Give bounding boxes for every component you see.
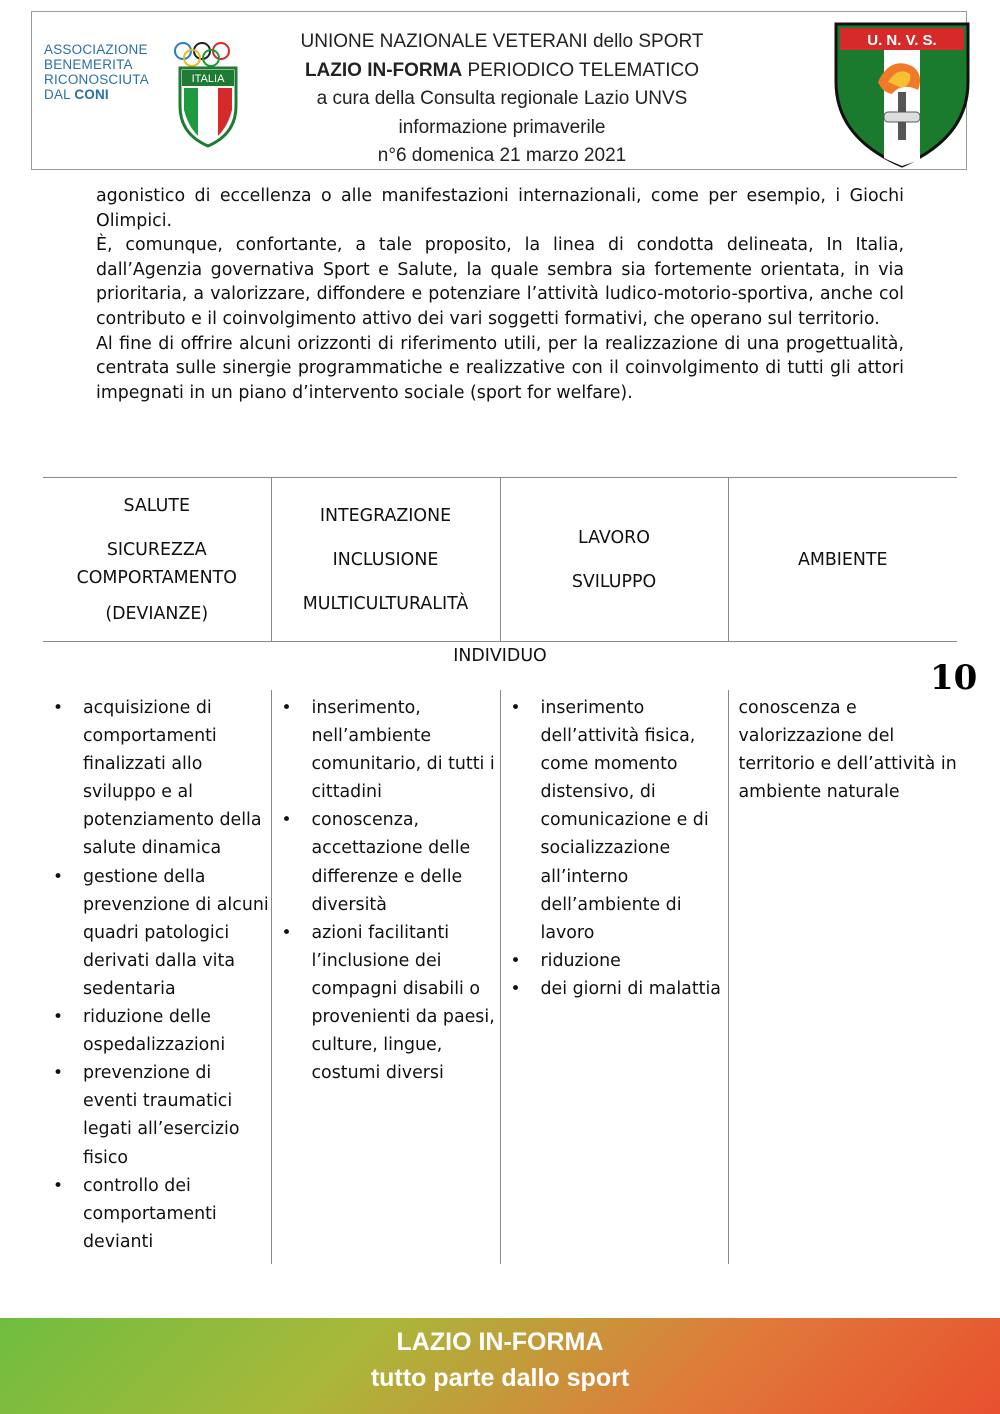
assoc-line: RICONOSCIUTA: [44, 72, 149, 87]
page-header: [31, 11, 967, 170]
assoc-line: BENEMERITA: [44, 57, 133, 72]
table-content-row: [43, 690, 957, 1264]
unvs-label: U. N. V. S.: [867, 32, 937, 49]
col-integrazione: [271, 690, 500, 1264]
page-footer: [0, 1318, 1000, 1414]
list-item: • riduzione: [501, 947, 728, 975]
individuo-row: [43, 642, 957, 691]
intro-paragraph: Al fine di offrire alcuni orizzonti di riferimento utili, per la realizzazione di una progettualità, centrata sulle sinergie programmatiche e realizzative con il coinvolgimento di tutti gli attori impegnati in un piano d’intervento sociale (sport for welfare).: [96, 333, 904, 403]
header-line: UNIONE NAZIONALE VETERANI dello SPORT: [300, 31, 704, 52]
list-item: • gestione della prevenzione di alcuni quadri patologici derivati dalla vita sedentaria: [43, 863, 271, 1003]
italia-shield-icon: [178, 66, 238, 148]
header-title-block: [272, 28, 732, 171]
list-item: • inserimento, nell’ambiente comunitario, di tutti i cittadini: [272, 694, 500, 806]
table-header-row: [43, 478, 957, 642]
footer-title: LAZIO IN-FORMA: [396, 1328, 604, 1356]
list-item: • riduzione delle ospedalizzazioni: [43, 1003, 271, 1059]
italia-label: ITALIA: [191, 73, 225, 85]
intro-text: [96, 184, 904, 405]
header-ambiente: AMBIENTE: [728, 478, 957, 642]
list-item: • inserimento dell’attività fisica, come momento distensivo, di comunicazione e di socializzazione all’interno dell’ambiente di lavoro: [501, 694, 728, 947]
olympic-rings-icon: [172, 42, 254, 68]
list-item: • acquisizione di comportamenti finalizzati allo sviluppo e al potenziamento della salute dinamica: [43, 694, 271, 863]
list-item: • controllo dei comportamenti devianti: [43, 1172, 271, 1256]
list-item: • dei giorni di malattia: [501, 975, 728, 1003]
header-line: informazione primaverile: [398, 116, 606, 138]
assoc-line: DAL CONI: [44, 87, 109, 102]
list-item: • prevenzione di eventi traumatici legati all’esercizio fisico: [43, 1059, 271, 1171]
header-lavoro: LAVORO SVILUPPO: [500, 478, 728, 642]
header-integrazione: INTEGRAZIONE INCLUSIONE MULTICULTURALITÀ: [271, 478, 500, 642]
header-line: LAZIO IN-FORMA PERIODICO TELEMATICO: [304, 59, 700, 81]
header-line-date: n°6 domenica 21 marzo 2021: [377, 145, 627, 166]
unvs-shield-logo-icon: [832, 20, 972, 170]
list-item: • azioni facilitanti l’inclusione dei compagni disabili o provenienti da paesi, culture, lingue, costumi diversi: [272, 919, 500, 1088]
col-ambiente: [728, 690, 957, 1264]
header-salute: SALUTE SICUREZZA COMPORTAMENTO (DEVIANZE): [43, 478, 271, 642]
header-line: a cura della Consulta regionale Lazio UNVS: [316, 88, 688, 109]
coni-label: CONI: [74, 87, 109, 102]
list-item: • conoscenza, accettazione delle differenze e delle diversità: [272, 806, 500, 918]
col-salute: [43, 690, 271, 1264]
individuo-label: INDIVIDUO: [453, 646, 547, 666]
assoc-logo: [44, 42, 254, 152]
assoc-line: ASSOCIAZIONE: [44, 42, 148, 57]
footer-slogan: tutto parte dallo sport: [370, 1364, 630, 1392]
periodical-name: LAZIO IN-FORMA: [304, 59, 463, 81]
intro-paragraph: È, comunque, confortante, a tale proposito, la linea di condotta delineata, In Italia, dall’Agenzia governativa Sport e Salute, la quale sembra sia fortemente orientata, in via prioritaria, a valorizzare, diffondere e potenziare l’attività ludico-motorio-sportiva, anche col contributo e il coinvolgimento attivo dei vari soggetti formativi, che operano sul territorio.: [96, 235, 904, 329]
intro-paragraph: agonistico di eccellenza o alle manifestazioni internazionali, come per esempio, i Giochi Olimpici.: [96, 186, 904, 231]
page-number: 10: [930, 658, 978, 698]
ambiente-text: conoscenza e valorizzazione del territorio e dell’attività in ambiente naturale: [738, 698, 957, 803]
col-lavoro: [500, 690, 728, 1264]
assoc-text: [44, 42, 149, 102]
welfare-table: [43, 477, 957, 1264]
